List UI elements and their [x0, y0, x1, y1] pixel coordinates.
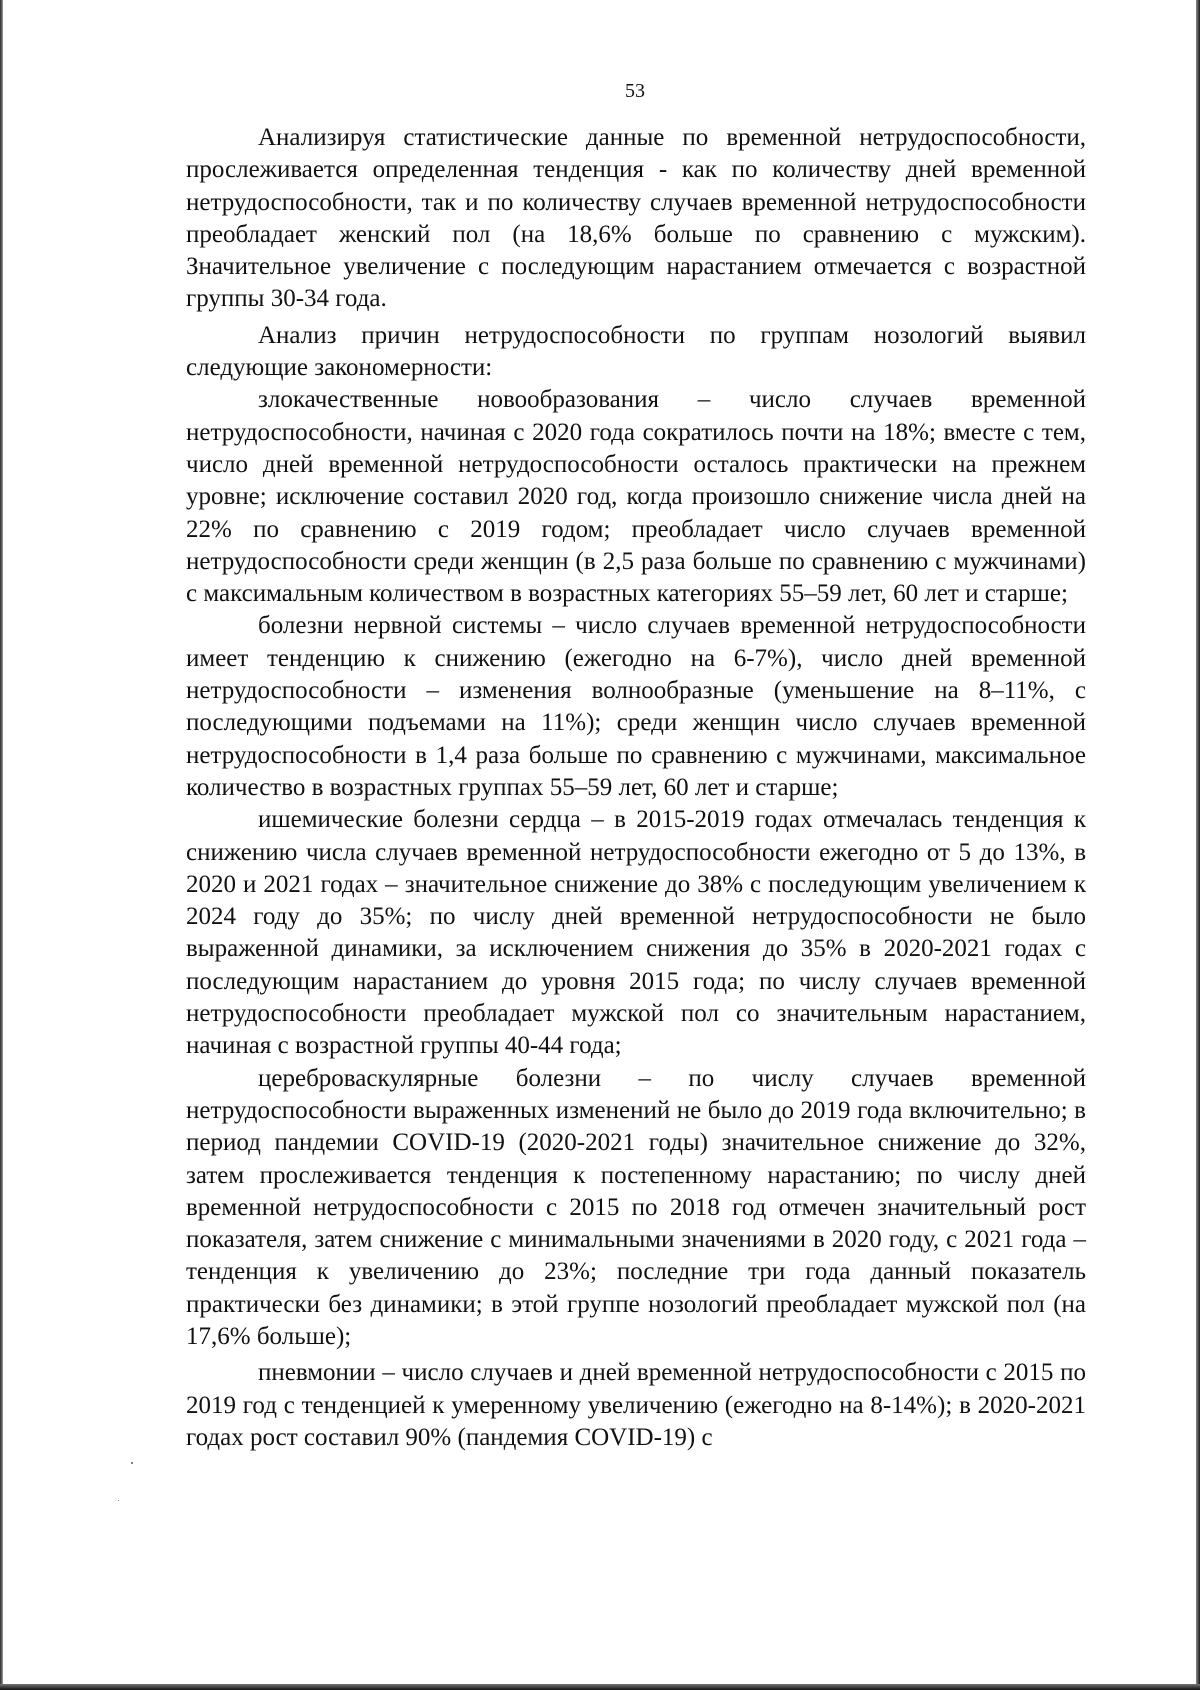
paragraph-analysis-intro: Анализ причин нетрудоспособности по группам нозологий выявил следующие закономерности:	[186, 321, 1086, 382]
scan-edge-bottom	[0, 1684, 1200, 1690]
paragraph-malignant-neoplasms: злокачественные новообразования – число случаев временной нетрудоспособности, начиная с 2020 года сократилось почти на 18%; вместе с тем, число дней временной нетрудоспособности осталось практически на прежнем уровне; исключение составил 2020 год, когда произошло снижение числа дней на 22% по сравнению с 2019 годом; преобладает число случаев временной нетрудоспособности среди женщин (в 2,5 раза больше по сравнению с мужчинами) с максимальным количеством в возрастных категориях 55–59 лет, 60 лет и старше;	[186, 386, 1086, 608]
document-body	[186, 122, 1086, 1454]
scan-speck	[118, 1500, 119, 1501]
paragraph-statistics-summary: Анализируя статистические данные по временной нетрудоспособности, прослеживается определенная тенденция - как по количеству дней временной нетрудоспособности, так и по количеству случаев временной нетрудоспособности преобладает женский пол (на 18,6% больше по сравнению с мужским). Значительное увеличение с последующим нарастанием отмечается с возрастной группы 30-34 года.	[186, 124, 1086, 313]
page-number: 53	[625, 80, 645, 102]
paragraph-pneumonia: пневмонии – число случаев и дней временной нетрудоспособности с 2015 по 2019 год с тенденцией к умеренному увеличению (ежегодно на 8-14%); в 2020-2021 годах рост составил 90% (пандемия COVID-19) с	[186, 1359, 1086, 1451]
paragraph-nervous-system: болезни нервной системы – число случаев временной нетрудоспособности имеет тенденцию к снижению (ежегодно на 6-7%), число дней временной нетрудоспособности – изменения волнообразные (уменьшение на 8–11%, с последующими подъемами на 11%); среди женщин число случаев временной нетрудоспособности в 1,4 раза больше по сравнению с мужчинами, максимальное количество в возрастных группах 55–59 лет, 60 лет и старше;	[186, 612, 1086, 801]
scan-edge-left	[0, 0, 3, 1690]
paragraph-ischemic-heart-disease: ишемические болезни сердца – в 2015-2019 годах отмечалась тенденция к снижению числа случаев временной нетрудоспособности ежегодно от 5 до 13%, в 2020 и 2021 годах – значительное снижение до 38% с последующим увеличением к 2024 году до 35%; по числу дней временной нетрудоспособности не было выраженной динамики, за исключением снижения до 35% в 2020-2021 годах с последующим нарастанием до уровня 2015 года; по числу случаев временной нетрудоспособности преобладает мужской пол со значительным нарастанием, начиная с возрастной группы 40-44 года;	[186, 806, 1086, 1060]
paragraph-cerebrovascular-disease: цереброваскулярные болезни – по числу случаев временной нетрудоспособности выраженных изменений не было до 2019 года включительно; в период пандемии COVID-19 (2020-2021 годы) значительное снижение до 32%, затем прослеживается тенденция к постепенному нарастанию; по числу дней временной нетрудоспособности с 2015 по 2018 год отмечен значительный рост показателя, затем снижение с минимальными значениями в 2020 году, с 2021 года – тенденция к увеличению до 23%; последние три года данный показатель практически без динамики; в этой группе нозологий преобладает мужской пол (на 17,6% больше);	[186, 1064, 1086, 1350]
scan-edge-right	[1196, 0, 1200, 1690]
scan-speck	[131, 1462, 133, 1464]
